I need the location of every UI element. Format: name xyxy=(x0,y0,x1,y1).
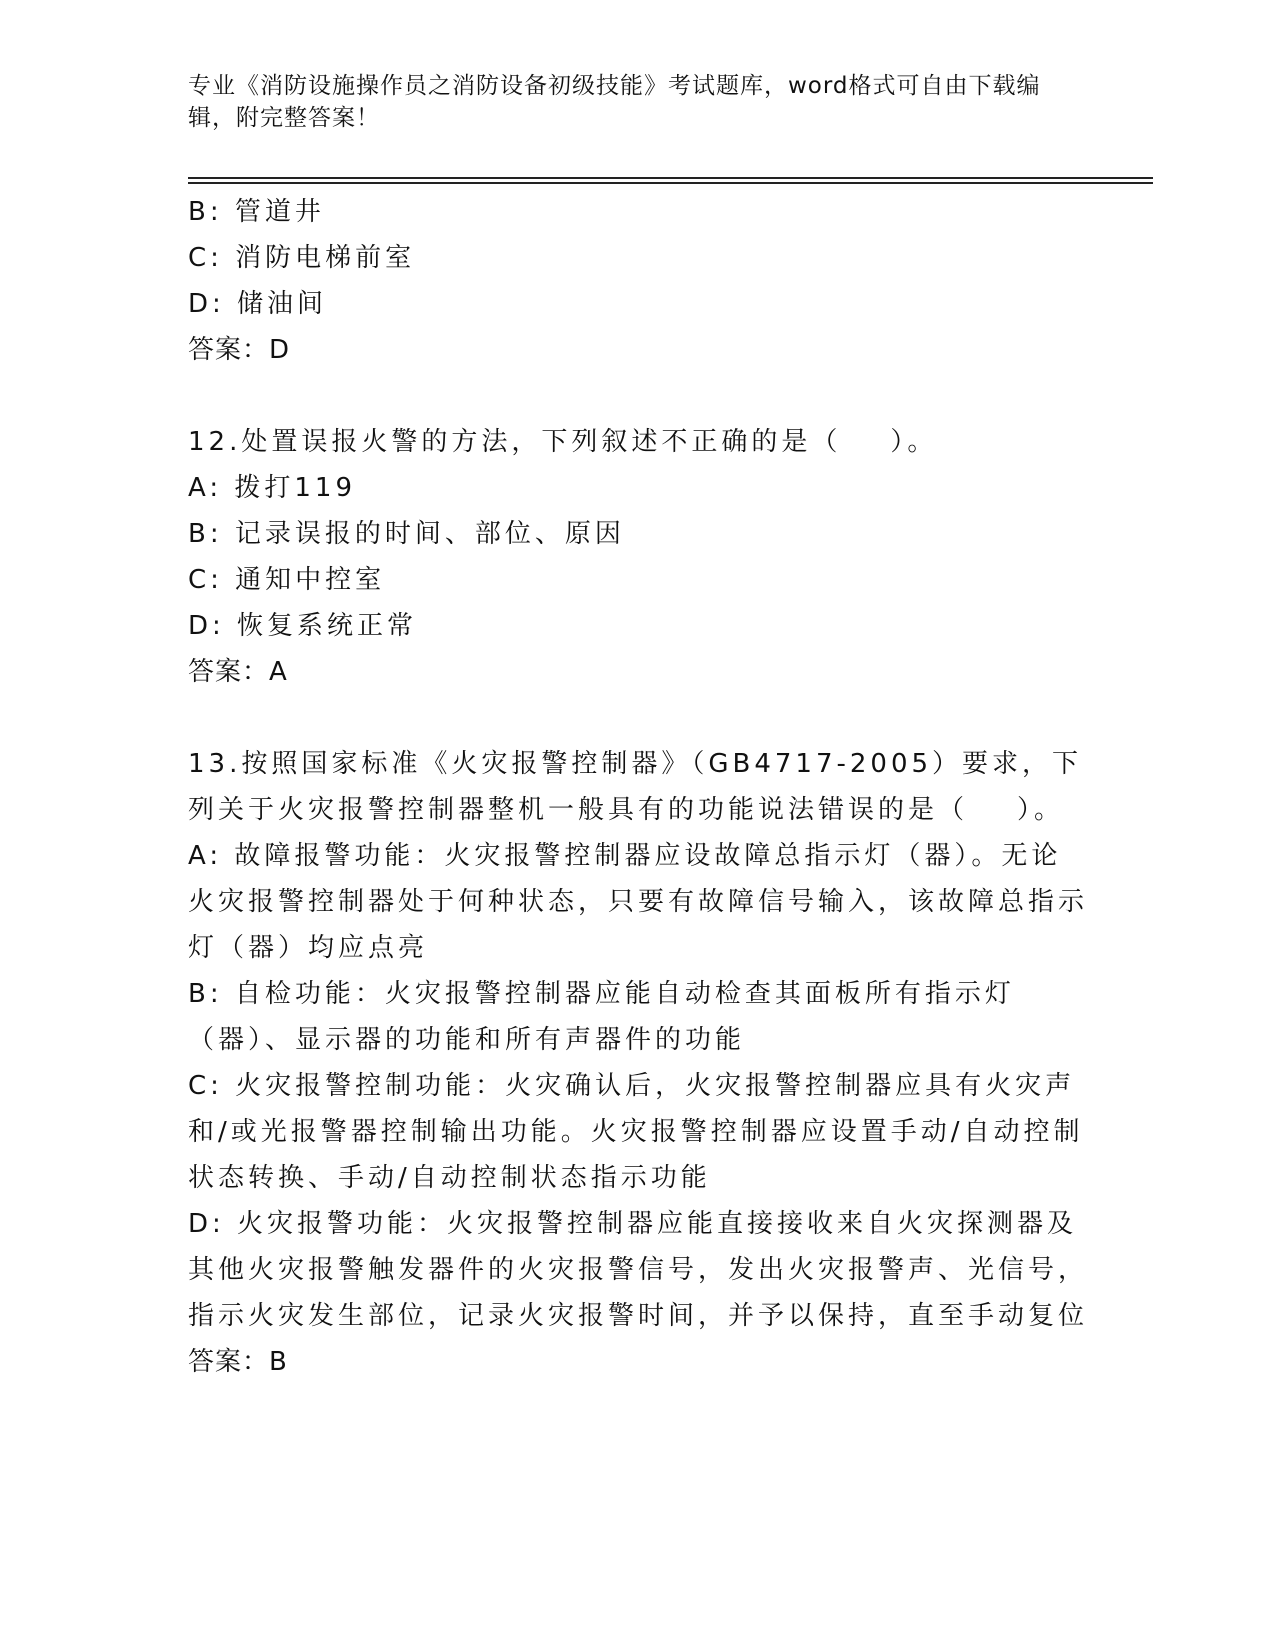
header-text: 专业《消防设施操作员之消防设备初级技能》考试题库，word格式可自由下载编辑，附完整答案！ xyxy=(188,73,1041,131)
header-divider-bottom xyxy=(188,182,1153,184)
question-13-block xyxy=(188,741,1088,1385)
option-c: C: 消防电梯前室 xyxy=(188,243,416,273)
question-text: 12.处置误报火警的方法，下列叙述不正确的是（ ）。 xyxy=(188,427,938,457)
option-d: D: 火灾报警功能：火灾报警控制器应能直接接收来自火灾探测器及其他火灾报警触发器件的火灾报警信号，发出火灾报警声、光信号，指示火灾发生部位，记录火灾报警时间，并予以保持，直至手动复位 xyxy=(188,1209,1089,1331)
answer-label: 答案：B xyxy=(188,1347,288,1377)
option-b: B: 自检功能：火灾报警控制器应能自动检查其面板所有指示灯（器）、显示器的功能和所有声器件的功能 xyxy=(188,979,1015,1055)
option-d: D: 储油间 xyxy=(188,289,328,319)
document-header xyxy=(188,70,1068,134)
question-11-block xyxy=(188,189,1088,373)
answer-label: 答案：D xyxy=(188,335,291,365)
option-b: B: 记录误报的时间、部位、原因 xyxy=(188,519,625,549)
header-divider-top xyxy=(188,177,1153,179)
answer-label: 答案：A xyxy=(188,657,288,687)
option-c: C: 火灾报警控制功能：火灾确认后，火灾报警控制器应具有火灾声和/或光报警器控制输出功能。火灾报警控制器应设置手动/自动控制状态转换、手动/自动控制状态指示功能 xyxy=(188,1071,1084,1193)
option-d: D: 恢复系统正常 xyxy=(188,611,418,641)
question-12-block xyxy=(188,419,1088,695)
spacer xyxy=(188,373,1088,419)
spacer xyxy=(188,695,1088,741)
option-a: A: 故障报警功能：火灾报警控制器应设故障总指示灯（器）。无论火灾报警控制器处于何种状态，只要有故障信号输入，该故障总指示灯（器）均应点亮 xyxy=(188,841,1089,963)
option-b: B: 管道井 xyxy=(188,197,325,227)
option-a: A: 拨打119 xyxy=(188,473,356,503)
question-list xyxy=(188,189,1088,1385)
option-c: C: 通知中控室 xyxy=(188,565,386,595)
question-text: 13.按照国家标准《火灾报警控制器》（GB4717-2005）要求，下列关于火灾报警控制器整机一般具有的功能说法错误的是（ ）。 xyxy=(188,749,1083,825)
